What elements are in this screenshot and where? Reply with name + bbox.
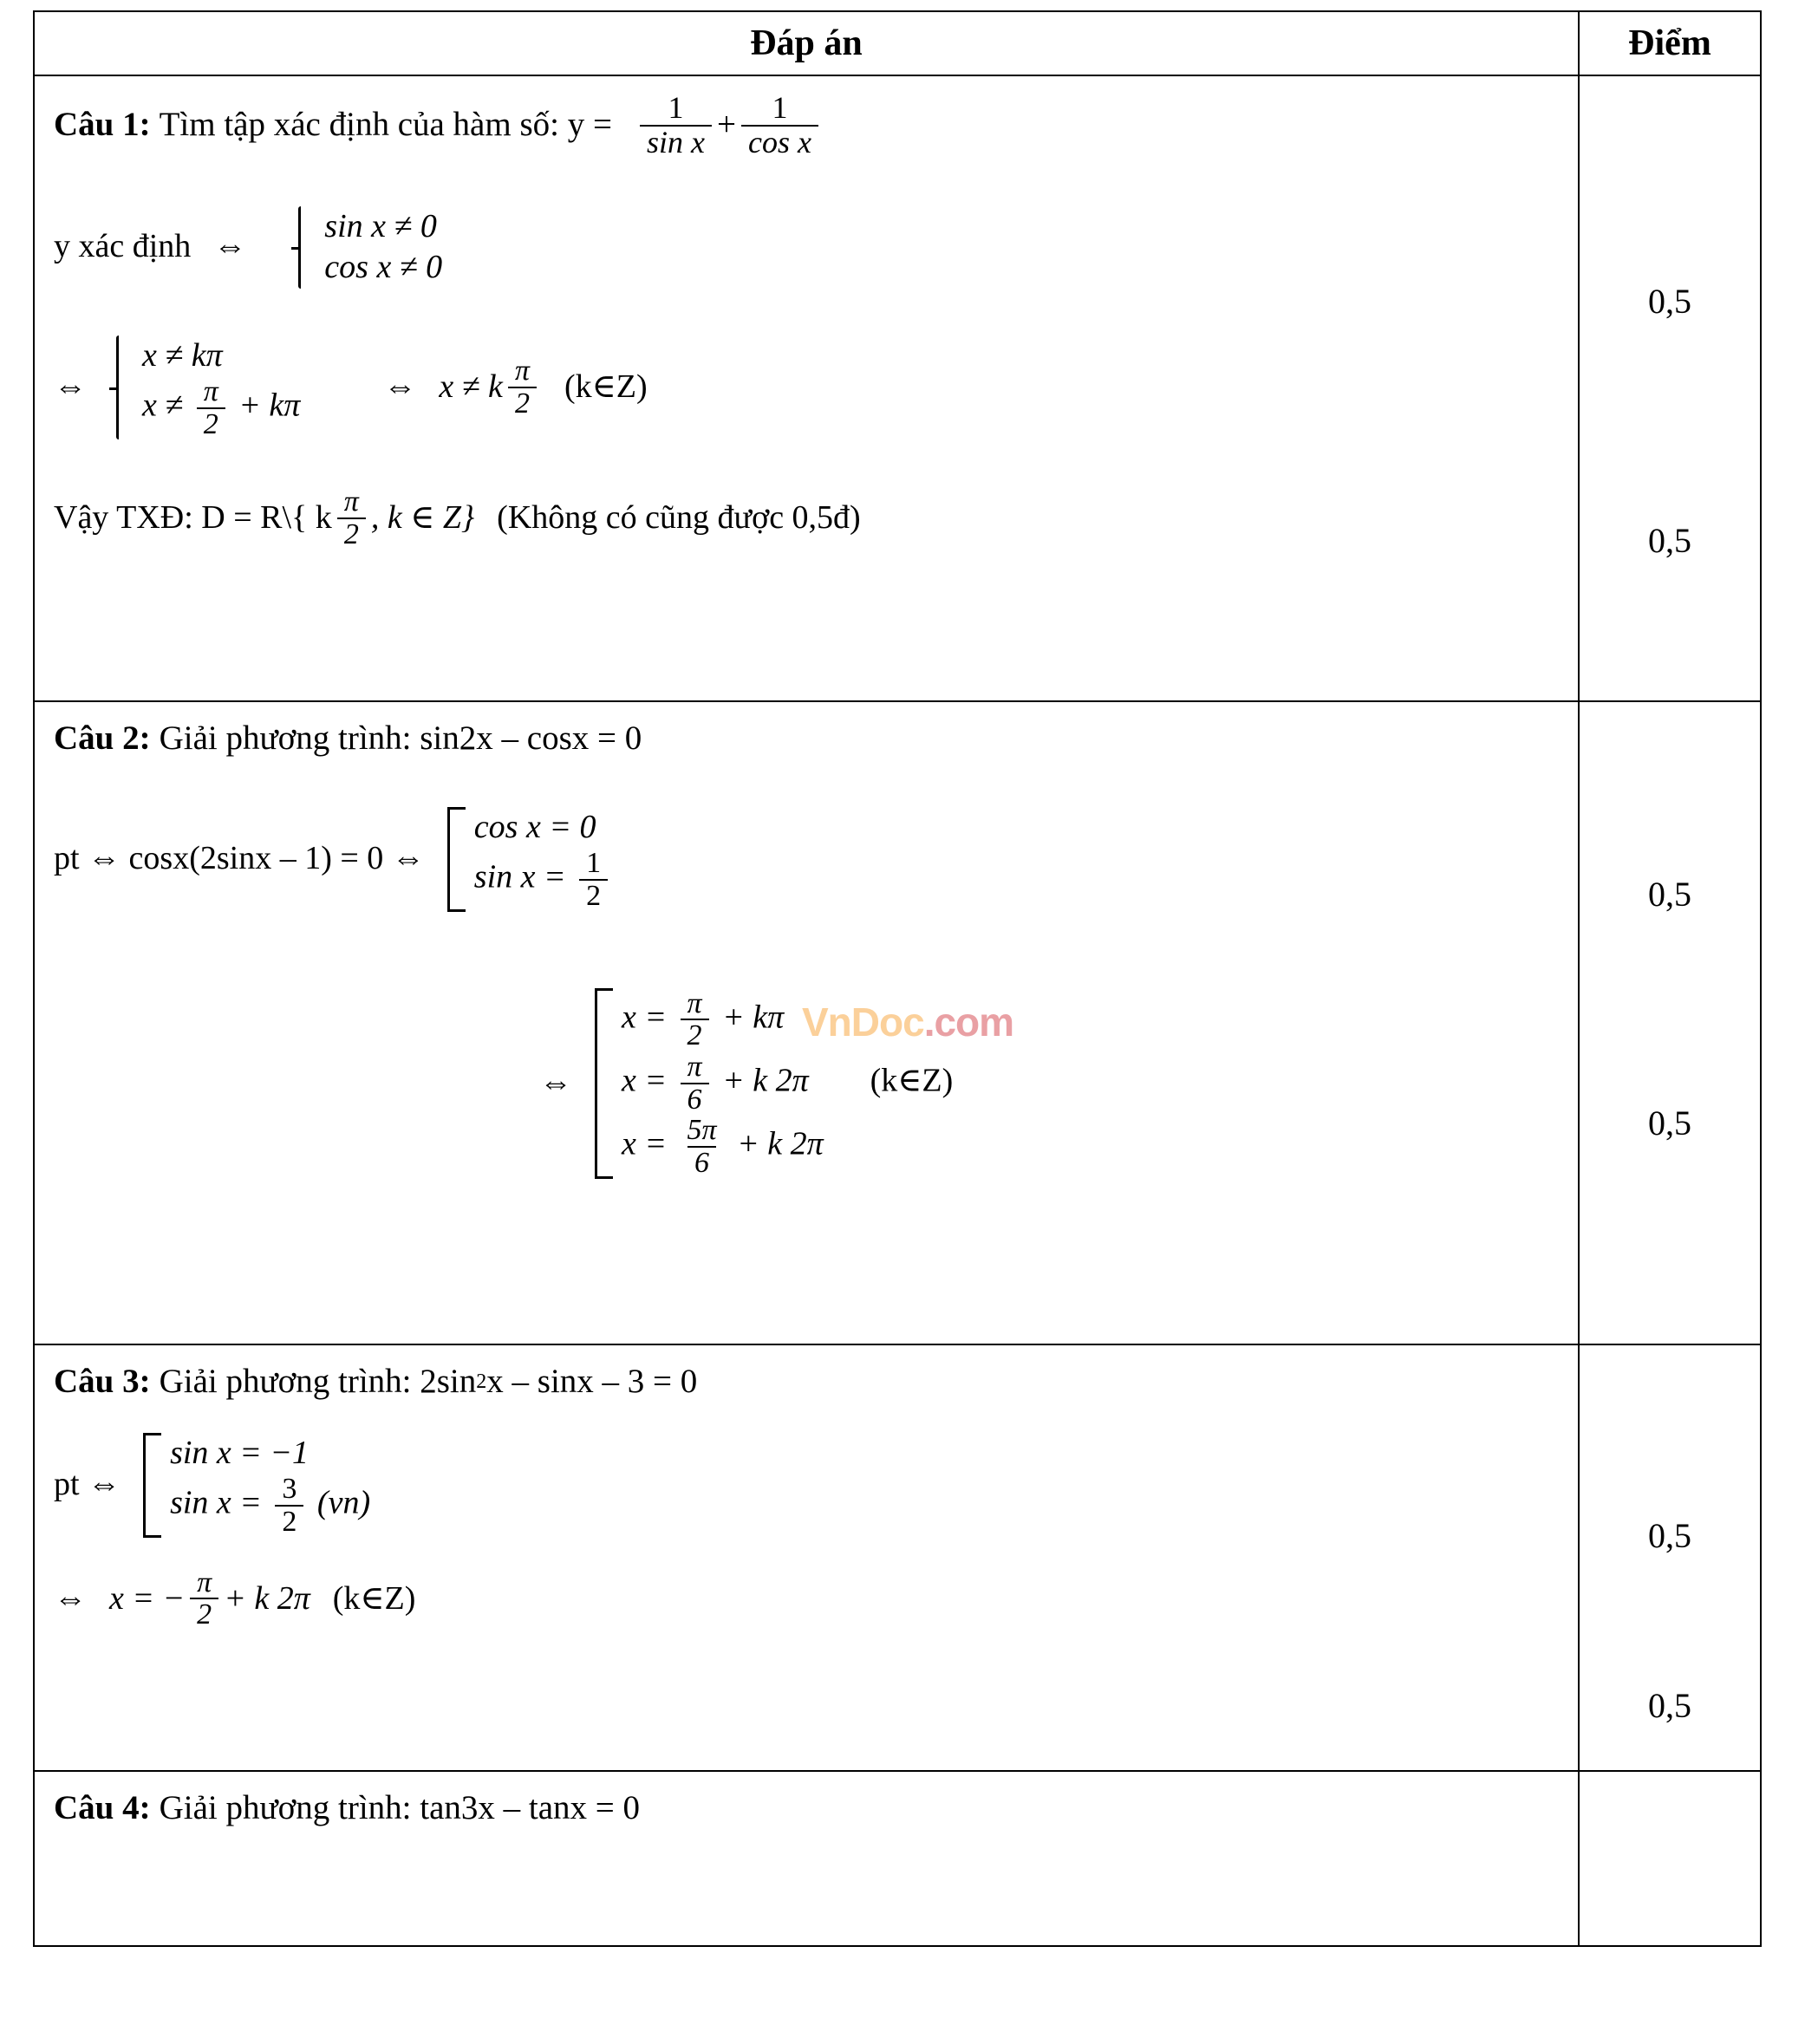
cau1-frac2-den: cos x: [741, 125, 818, 159]
cau1-step1-system: [291, 206, 442, 289]
cau2-step2-case1-den: 2: [681, 1019, 709, 1051]
cau3-step1-line: [54, 1433, 1559, 1538]
cau3-prompt-pre: Giải phương trình: 2sin: [159, 1363, 477, 1400]
left-square-bracket-icon: [143, 1433, 161, 1538]
cau2-label: Câu 2:: [54, 719, 151, 757]
cau3-step2-num: π: [197, 1566, 212, 1598]
cau1-prompt-text: Tìm tập xác định của hàm số: y =: [159, 106, 612, 144]
cau2-step2-line: [54, 988, 1559, 1179]
cau2-body: [35, 702, 1578, 1344]
cau3-prompt-post: x – sinx – 3 = 0: [486, 1363, 698, 1400]
table-row: [34, 701, 1761, 1344]
cau3-step1-case-2: [170, 1474, 370, 1537]
cau1-label: Câu 1:: [54, 106, 151, 144]
cau4-answer-cell: [34, 1771, 1579, 1946]
cau2-step2-case1-suffix: + kπ: [722, 999, 785, 1036]
cau1-fraction-1: [640, 92, 712, 159]
cau1-step3-prefix: Vậy TXĐ: D = R\{ k: [54, 499, 332, 537]
cau2-step1-case-1: cos x = 0: [473, 808, 596, 845]
cau1-step2-result-num: π: [514, 355, 530, 387]
watermark-tld: .com: [923, 999, 1014, 1045]
cau1-step3-note: (Không có cũng được 0,5đ): [497, 499, 861, 537]
cau3-step1-case2-num: 3: [282, 1473, 297, 1506]
cau1-frac1-num: 1: [668, 90, 684, 125]
cau2-step2-case3-num: 5π: [687, 1114, 717, 1147]
cau1-prompt-line: [54, 92, 1559, 159]
cau4-body: [35, 1772, 1578, 1945]
cau1-step2-cond2-fraction: [197, 376, 225, 439]
cau2-step1-case2-prefix: sin x =: [473, 858, 566, 895]
cau1-answer-cell: [34, 75, 1579, 701]
cau1-body: [35, 76, 1578, 700]
cau1-step2-result-fraction: [508, 355, 537, 419]
status-badge: 0,5: [1648, 1103, 1691, 1142]
cau2-step2-case2-fraction: [681, 1051, 709, 1115]
cau3-step1-lead: pt ⇔: [54, 1466, 121, 1503]
cau1-step2-equiv-2: ⇔: [383, 368, 417, 406]
cau2-answer-cell: [34, 701, 1579, 1344]
cau2-step1-cases: [447, 807, 613, 912]
cau2-prompt-text: Giải phương trình: sin2x – cosx = 0: [159, 719, 642, 757]
cau1-step2-cond2-prefix: x ≠: [142, 387, 184, 424]
left-curly-brace-icon: [109, 335, 132, 440]
cau2-step2-case3-suffix: + k 2π: [737, 1125, 824, 1162]
cau1-step1-equiv: ⇔: [213, 228, 247, 265]
cau1-plus-operator: +: [716, 106, 736, 144]
watermark-brand: VnDoc: [802, 999, 924, 1045]
cau3-label: Câu 3:: [54, 1363, 151, 1400]
status-badge: 0,5: [1648, 521, 1691, 560]
header-answer: Đáp án: [34, 11, 1579, 75]
cau2-step2-case2-num: π: [687, 1051, 702, 1083]
left-square-bracket-icon: [595, 988, 613, 1179]
cau1-step2-cond-2: [142, 376, 300, 439]
cau2-step2-case1-fraction: [681, 988, 709, 1051]
cau4-prompt-text: Giải phương trình: tan3x – tanx = 0: [159, 1789, 641, 1826]
cau4-prompt-line: [54, 1787, 1559, 1830]
cau2-step2-equiv: ⇔: [539, 1064, 572, 1101]
cau3-step2-suffix: + k 2π: [224, 1579, 310, 1617]
status-badge: 0,5: [1648, 1516, 1691, 1555]
cau3-step2-line: [54, 1567, 1559, 1631]
cau1-step2-system: [109, 335, 300, 440]
cau1-frac1-den: sin x: [640, 125, 712, 159]
cau3-prompt-line: [54, 1361, 1559, 1403]
cau1-step2-result-prefix: x ≠ k: [439, 368, 503, 406]
cau2-step1-case2-num: 1: [586, 847, 602, 880]
cau3-step2-prefix: x = −: [109, 1579, 186, 1617]
cau1-step2-condition: (k∈Z): [564, 368, 648, 406]
cau1-step2-cond2-num: π: [203, 375, 218, 408]
cau2-step1-line: [54, 807, 1559, 912]
cau2-step2-case2-suffix: + k 2π: [722, 1062, 809, 1099]
cau1-step3-line: [54, 486, 1559, 550]
cau3-prompt-superscript: 2: [476, 1370, 487, 1394]
cau1-step2-line: [54, 335, 1559, 440]
cau1-step3-den: 2: [337, 518, 366, 550]
cau2-prompt-line: [54, 718, 1559, 760]
cau1-frac2-num: 1: [772, 90, 788, 125]
cau1-step3-fraction: [337, 486, 366, 550]
cau1-step2-cond2-den: 2: [197, 407, 225, 440]
cau1-fraction-2: [741, 92, 818, 159]
cau2-step2-case3-fraction: [681, 1115, 724, 1178]
table-row: [34, 1344, 1761, 1771]
cau3-step1-cases: [143, 1433, 370, 1538]
cau2-step2-cases: [595, 988, 953, 1179]
cau2-step2-case2-den: 6: [681, 1083, 709, 1116]
document-page: [0, 10, 1805, 2044]
cau1-step1-cond-1: sin x ≠ 0: [324, 207, 437, 244]
cau2-step2-condition: (k∈Z): [870, 1062, 954, 1099]
status-badge: 0,5: [1648, 875, 1691, 914]
cau2-step2-case1-prefix: x =: [622, 999, 668, 1036]
cau1-step1-lead: y xác định: [54, 228, 192, 265]
cau2-step1-case2-den: 2: [579, 879, 608, 912]
cau1-step3-num: π: [343, 485, 359, 518]
left-curly-brace-icon: [291, 206, 314, 289]
cau3-step1-case2-den: 2: [275, 1505, 303, 1538]
cau2-step2-case-3: [622, 1115, 953, 1178]
left-square-bracket-icon: [447, 807, 466, 912]
header-score: Điểm: [1579, 11, 1761, 75]
cau1-step1-line: [54, 206, 1559, 289]
cau2-step1-lead: pt ⇔ cosx(2sinx – 1) = 0 ⇔: [54, 840, 425, 877]
cau4-label: Câu 4:: [54, 1789, 151, 1826]
cau3-step1-case2-fraction: [275, 1474, 303, 1537]
table-row: [34, 1771, 1761, 1946]
cau1-step2-cond-1: x ≠ kπ: [142, 336, 223, 374]
cau2-score-cell: [1579, 701, 1761, 1344]
cau3-step2-condition: (k∈Z): [332, 1579, 416, 1617]
cau1-step2-cond2-suffix: + kπ: [238, 387, 301, 424]
cau4-score-cell: [1579, 1771, 1761, 1946]
cau1-step2-equiv: ⇔: [54, 368, 87, 406]
cau3-answer-cell: [34, 1344, 1579, 1771]
status-badge: 0,5: [1648, 282, 1691, 321]
cau2-step2-case-1: [622, 988, 953, 1051]
cau2-step1-case2-fraction: [579, 848, 608, 911]
table-header-row: [34, 11, 1761, 75]
cau1-step1-cond-2: cos x ≠ 0: [324, 249, 443, 286]
status-badge: 0,5: [1648, 1686, 1691, 1725]
cau2-step2-case-2: [622, 1051, 953, 1115]
cau3-step1-case-1: sin x = −1: [170, 1434, 310, 1471]
cau2-step1-case-2: [474, 848, 613, 911]
table-row: [34, 75, 1761, 701]
cau1-step3-suffix: , k ∈ Z}: [370, 499, 475, 537]
cau1-score-cell: [1579, 75, 1761, 701]
cau3-score-cell: [1579, 1344, 1761, 1771]
cau1-step2-result-den: 2: [508, 387, 537, 420]
cau3-step2-equiv: ⇔: [54, 1579, 87, 1617]
cau3-step2-den: 2: [190, 1598, 218, 1631]
cau3-step1-case2-prefix: sin x =: [170, 1484, 262, 1521]
cau3-body: [35, 1345, 1578, 1770]
answer-key-table: [33, 10, 1762, 1947]
cau2-step2-case3-den: 6: [687, 1146, 716, 1179]
cau3-step2-fraction: [190, 1567, 218, 1631]
cau3-step1-case2-suffix: (vn): [316, 1484, 371, 1521]
cau2-step2-case1-num: π: [687, 986, 702, 1019]
cau2-step2-case3-prefix: x =: [622, 1125, 668, 1162]
cau2-step2-case2-prefix: x =: [622, 1062, 668, 1099]
